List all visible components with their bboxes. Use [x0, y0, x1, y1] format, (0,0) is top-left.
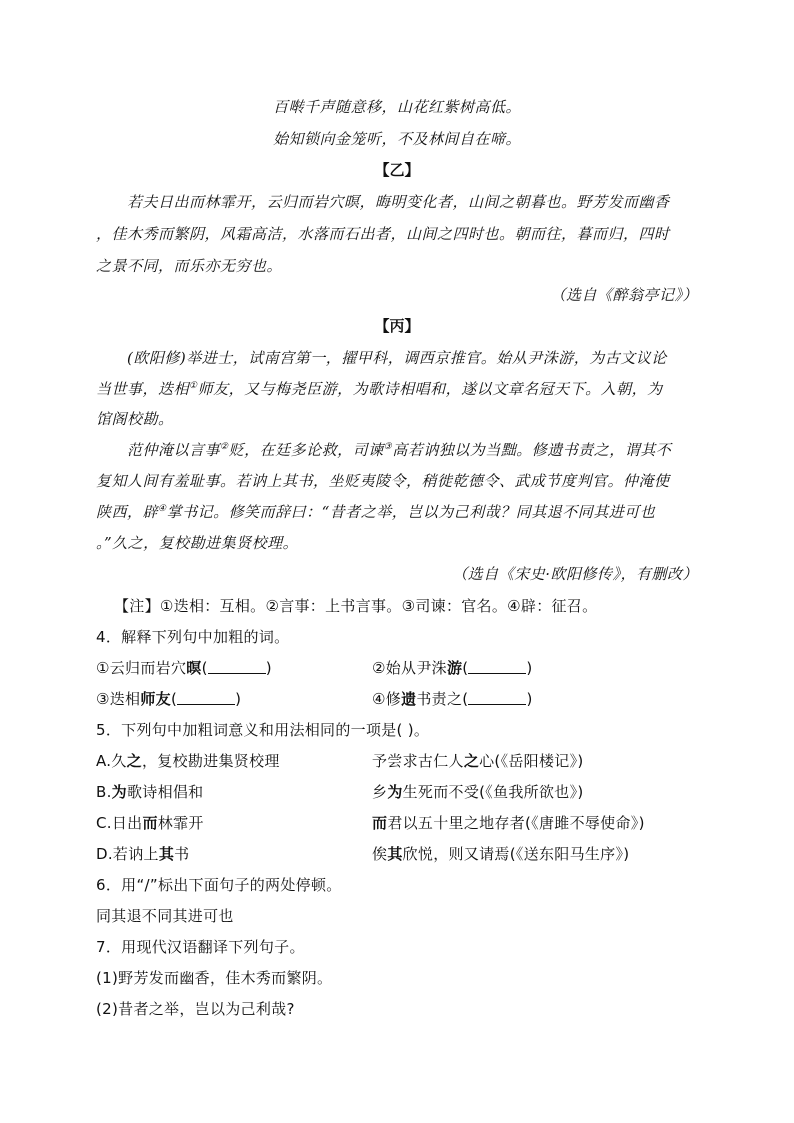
- q4-item-1: ①云归而岩穴暝( ): [96, 659, 272, 677]
- poem-line-2: 始知锁向金笼听，不及林间自在啼。: [272, 130, 521, 148]
- section-heading-bing: 【丙】: [374, 317, 420, 335]
- yi-source: （选自《醉翁亭记》）: [550, 286, 698, 304]
- q6-sentence: 同其退不同其进可也: [96, 907, 234, 925]
- note-marker-3: ③: [383, 442, 393, 452]
- q5-option-d: D.若讷上其书: [96, 845, 190, 863]
- q6-stem: 6．用“/”标出下面句子的两处停顿。: [96, 876, 342, 894]
- q4-stem: 4．解释下列句中加粗的词。: [96, 628, 290, 646]
- answer-blank[interactable]: [208, 659, 266, 674]
- q5-stem: 5．下列句中加粗词意义和用法相同的一项是( )。: [96, 721, 430, 739]
- poem-line-1: 百啭千声随意移，山花红紫树高低。: [272, 98, 521, 116]
- q5-option-c: C.日出而林霏开: [96, 814, 204, 832]
- answer-blank[interactable]: [177, 690, 235, 705]
- q4-item-2: ②始从尹洙游( ): [372, 659, 533, 677]
- bing-p2-line-2: 复知人间有羞耻事。若讷上其书，坐贬夷陵令，稍徙乾德令、武成节度判官。仲淹使: [96, 472, 670, 490]
- bing-source: （选自《宋史·欧阳修传》，有删改）: [452, 565, 698, 583]
- q4-item-3: ③迭相师友( ): [96, 690, 242, 708]
- section-heading-yi: 【乙】: [374, 161, 420, 179]
- q5-option-d-compare: 俟其欣悦，则又请焉(《送东阳马生序》): [372, 845, 630, 863]
- bing-p1-line-1: (欧阳修)举进士，试南宫第一，擢甲科，调西京推官。始从尹洙游，为古文议论: [127, 349, 667, 367]
- yi-line-3: 之景不同，而乐亦无穷也。: [96, 257, 283, 275]
- bing-p1-line-3: 馆阁校勘。: [96, 410, 174, 428]
- note-marker-2: ②: [220, 442, 229, 452]
- q7-sentence-1: (1)野芳发而幽香，佳木秀而繁阴。: [96, 969, 333, 987]
- answer-blank[interactable]: [468, 690, 526, 705]
- bing-p2-line-1: 范仲淹以言事②贬，在廷多论救，司谏③高若讷独以为当黜。修遗书责之，谓其不: [127, 441, 672, 459]
- yi-line-2: ，佳木秀而繁阴，风霜高洁，水落而石出者，山间之四时也。朝而往，暮而归，四时: [96, 225, 670, 243]
- q4-item-4: ④修遗书责之( ): [372, 690, 533, 708]
- yi-line-1: 若夫日出而林霏开，云归而岩穴暝，晦明变化者，山间之朝暮也。野芳发而幽香: [127, 193, 670, 211]
- q7-stem: 7．用现代汉语翻译下列句子。: [96, 938, 305, 956]
- q5-option-b: B.为歌诗相倡和: [96, 783, 204, 801]
- q5-option-a-compare: 予尝求古仁人之心(《岳阳楼记》): [372, 752, 584, 770]
- bing-p2-line-3: 陕西，辟④掌书记。修笑而辞曰：“昔者之举，岂以为己利哉？同其退不同其进可也: [96, 503, 656, 521]
- answer-blank[interactable]: [468, 659, 526, 674]
- bing-p1-line-2: 当世事，迭相①师友，又与梅尧臣游，为歌诗相唱和，遂以文章名冠天下。入朝，为: [96, 380, 663, 398]
- annotation-note: 【注】①迭相：互相。②言事：上书言事。③司谏：官名。④辟：征召。: [114, 597, 598, 615]
- note-marker-1: ①: [189, 381, 198, 391]
- q5-option-b-compare: 乡为生死而不受(《鱼我所欲也》): [372, 783, 584, 801]
- q7-sentence-2: (2)昔者之举，岂以为己利哉?: [96, 1000, 295, 1018]
- q5-option-a: A.久之，复校勘进集贤校理: [96, 752, 280, 770]
- q5-option-c-compare: 而君以五十里之地存者(《唐雎不辱使命》): [372, 814, 645, 832]
- note-marker-4: ④: [158, 504, 167, 514]
- bing-p2-line-4: 。”久之，复校勘进集贤校理。: [96, 534, 299, 552]
